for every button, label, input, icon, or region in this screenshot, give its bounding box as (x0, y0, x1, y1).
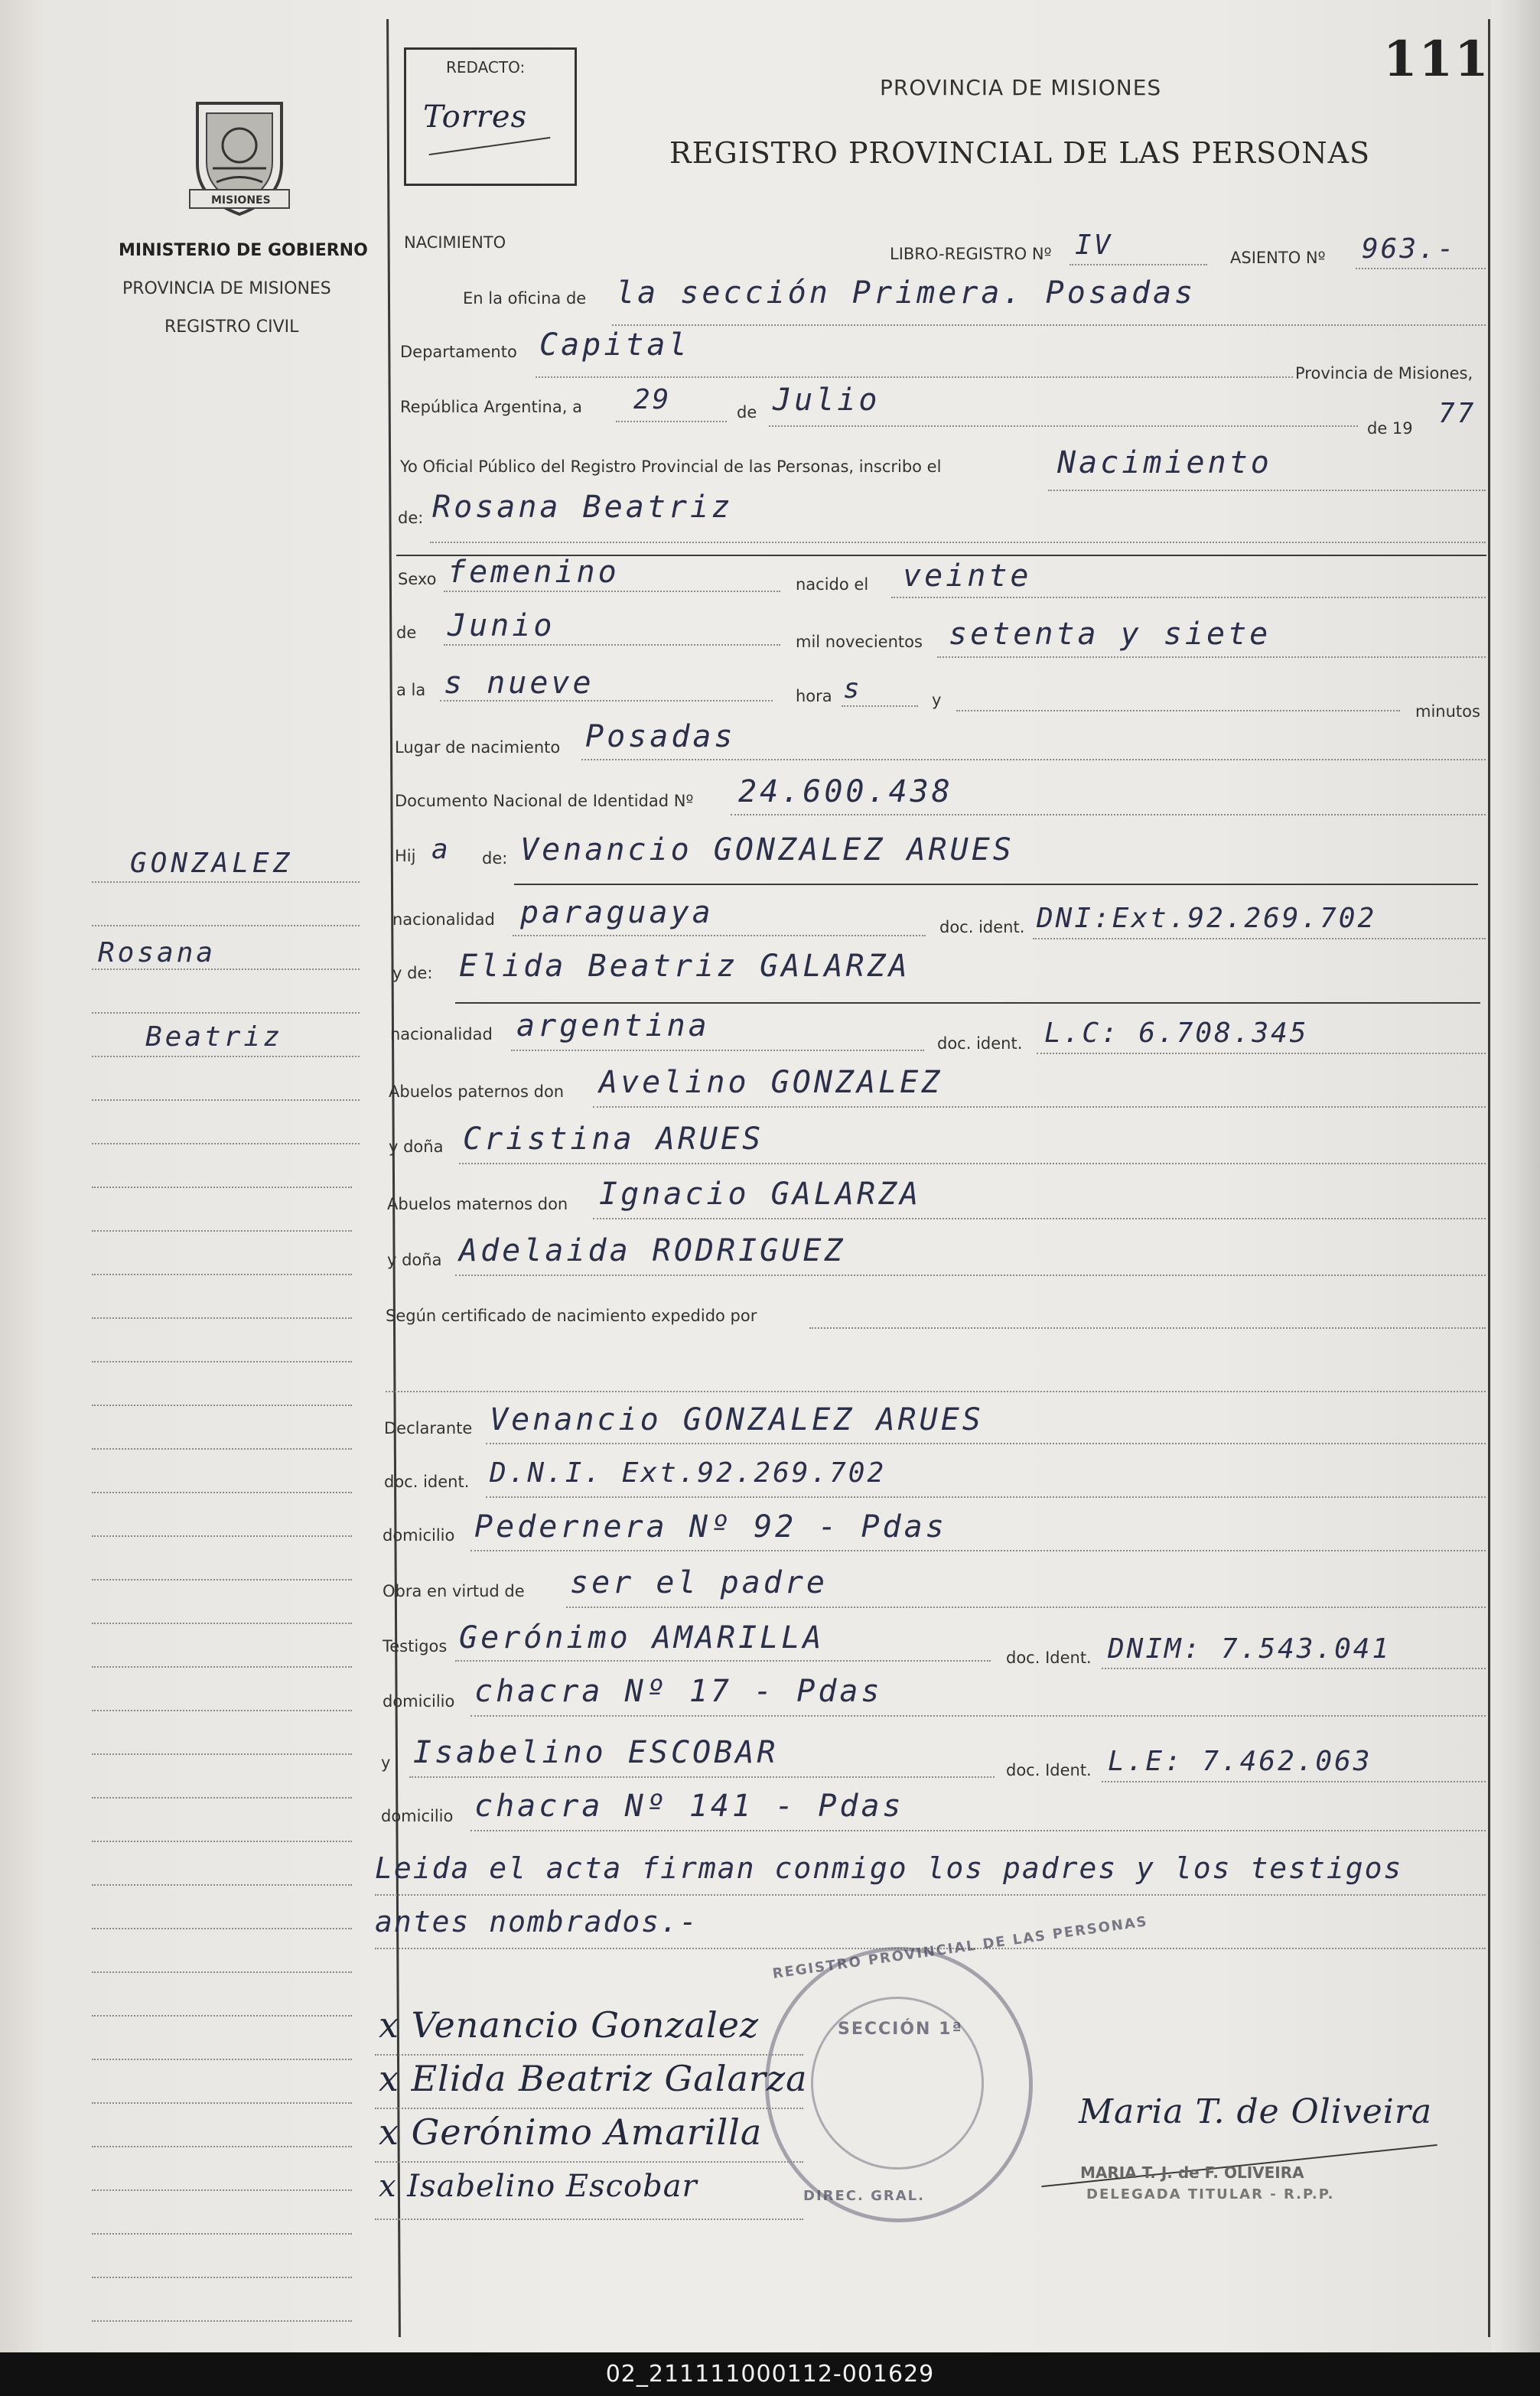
margin-dotted-rule (92, 1274, 352, 1275)
seal-center-text: SECCIÓN 1ª (838, 2020, 963, 2039)
lugar-dots (581, 759, 1486, 760)
ydona-label: y doña (389, 1138, 444, 1156)
nac-padre-dots (513, 935, 926, 936)
cierre-line2: antes nombrados.- (375, 1905, 698, 1939)
doc-padre-dots (1033, 938, 1486, 939)
doc-decl-value: D.N.I. Ext.92.269.702 (490, 1457, 887, 1489)
margin-dotted-rule (92, 1448, 352, 1450)
dom-t2-value: chacra Nº 141 - Pdas (474, 1789, 904, 1824)
anio-value: 77 (1438, 398, 1477, 429)
margin-dotted-rule (92, 1361, 352, 1362)
segun-label: Según certificado de nacimiento expedido por (386, 1307, 757, 1325)
dia-value: 29 (633, 384, 672, 415)
sig-dots-2 (375, 2108, 803, 2109)
doc-decl-dots (486, 1496, 1486, 1498)
declarante-label: Declarante (384, 1419, 473, 1437)
minutos-label: minutos (1415, 702, 1480, 721)
margin-dotted-rule (92, 1405, 352, 1406)
nac-madre-dots (511, 1050, 924, 1051)
margin-dotted-rule (92, 1143, 360, 1144)
margin-dotted-rule (92, 1579, 352, 1581)
mes-nac-dots (444, 644, 780, 646)
sexo-label: Sexo (398, 570, 437, 588)
seal-ring-text: REGISTRO PROVINCIAL DE LAS PERSONAS (771, 1913, 1149, 1982)
nacionalidad-label: nacionalidad (392, 910, 495, 929)
horas-dots (842, 705, 918, 707)
libro-label: LIBRO-REGISTRO Nº (890, 245, 1052, 263)
obra-dots (566, 1607, 1486, 1608)
oficial-label: Yo Oficial Público del Registro Provincial de las Personas, inscribo el (400, 457, 942, 476)
de2-label: de (396, 623, 417, 642)
hijo-label: Hij (395, 847, 416, 865)
hora-dots (440, 700, 773, 702)
margin-dotted-rule (92, 2146, 352, 2147)
dom-t1-value: chacra Nº 17 - Pdas (474, 1674, 883, 1709)
redacto-label: REDACTO: (446, 58, 526, 77)
abuelos-paternos-label: Abuelos paternos don (389, 1082, 565, 1101)
anio-nac-value: setenta y siete (949, 617, 1271, 652)
dni-label: Documento Nacional de Identidad Nº (395, 792, 694, 810)
nacido-value: veinte (903, 558, 1032, 594)
margin-dotted-rule (92, 1187, 352, 1188)
cierre-dots-1 (375, 1894, 1486, 1896)
oficina-dots (612, 324, 1486, 326)
margin-dotted-rule (92, 881, 360, 883)
testigo1-dots (455, 1660, 991, 1662)
hijo-suffix: a (431, 834, 451, 865)
nac-padre-value: paraguaya (520, 895, 714, 930)
margin-dotted-rule (92, 2102, 352, 2104)
testigo2-dots (409, 1776, 995, 1778)
libro-dots (1070, 264, 1207, 265)
margin-dotted-rule (92, 1841, 352, 1842)
mil-label: mil novecientos (796, 633, 923, 651)
sexo-dots (444, 591, 780, 592)
margin-dotted-rule (92, 1797, 352, 1799)
doc-t1-dots (1102, 1668, 1486, 1669)
signature-mother: x Elida Beatriz Galarza (379, 2058, 808, 2099)
republica-label: República Argentina, a (400, 398, 582, 416)
margin-dotted-rule (92, 1884, 352, 1886)
y-label: y (932, 691, 942, 709)
doc-t2-label: doc. Ident. (1006, 1761, 1092, 1779)
abuelo-paterno-value: Avelino GONZALEZ (599, 1065, 943, 1100)
page-number: 111 (1383, 31, 1490, 88)
doc-t1-label: doc. Ident. (1006, 1649, 1092, 1667)
margin-dotted-rule (92, 1710, 352, 1711)
de-label: de (737, 403, 757, 422)
doc-t2-dots (1102, 1781, 1486, 1782)
dia-dots (616, 421, 727, 422)
hijo-de-label: de: (482, 849, 508, 868)
yde-label: y de: (392, 964, 433, 982)
anio-nac-dots (937, 656, 1486, 658)
dom-t2-label: domicilio (381, 1807, 454, 1825)
doc-decl-label: doc. ident. (384, 1473, 470, 1491)
margin-dotted-rule (92, 2015, 352, 2017)
doc-madre-label: doc. ident. (937, 1034, 1023, 1053)
rule-madre (455, 1002, 1480, 1004)
signature-witness1: x Gerónimo Amarilla (379, 2111, 763, 2153)
inscribo-value: Nacimiento (1057, 445, 1272, 480)
ydona2-label: y doña (387, 1251, 442, 1269)
cierre-line1: Leida el acta firman conmigo los padres y los testigos (375, 1851, 1403, 1885)
segun-dots-2 (386, 1391, 1486, 1392)
asiento-dots (1356, 268, 1486, 269)
sig-dots-4 (375, 2219, 803, 2220)
asiento-label: ASIENTO Nº (1230, 249, 1326, 267)
mes-dots (769, 425, 1358, 427)
domicilio-value: Pedernera Nº 92 - Pdas (474, 1509, 947, 1545)
margin-dotted-rule (92, 1230, 352, 1232)
registry-title: REGISTRO PROVINCIAL DE LAS PERSONAS (669, 136, 1371, 170)
signature-witness2: x Isabelino Escobar (379, 2169, 698, 2204)
mes-nac-value: Junio (448, 608, 555, 643)
nacimiento-label: NACIMIENTO (404, 233, 506, 252)
nacionalidad2-label: nacionalidad (390, 1025, 493, 1043)
sig-dots-3 (375, 2161, 803, 2163)
oficina-label: En la oficina de (463, 289, 587, 308)
inscribo-dots (1048, 490, 1486, 491)
margin-dotted-rule (92, 2059, 352, 2060)
margin-nombre2: Beatriz (145, 1021, 283, 1053)
ministry-label: MINISTERIO DE GOBIERNO (119, 241, 368, 260)
abuela-m-dots (455, 1275, 1486, 1276)
abuela-paterna-value: Cristina ARUES (463, 1121, 764, 1157)
margin-apellido: GONZALEZ (130, 848, 294, 879)
domicilio-dots (470, 1550, 1486, 1551)
doc-t1-value: DNIM: 7.543.041 (1108, 1633, 1392, 1665)
province-heading: PROVINCIA DE MISIONES (880, 75, 1162, 100)
de19-label: de 19 (1367, 419, 1413, 438)
abuela-p-dots (459, 1163, 1486, 1164)
emblem-text: MISIONES (211, 194, 271, 207)
segun-dots (809, 1327, 1486, 1329)
departamento-value: Capital (539, 327, 690, 363)
declarante-dots (486, 1443, 1486, 1444)
doc-madre-dots (1037, 1053, 1486, 1054)
margin-dotted-rule (92, 1623, 352, 1624)
margin-dotted-rule (92, 2320, 352, 2322)
margin-dotted-rule (92, 1317, 352, 1319)
official-name: MARIA T. J. de F. OLIVEIRA (1080, 2163, 1304, 2182)
testigo2-value: Isabelino ESCOBAR (413, 1735, 779, 1770)
abuelo-materno-value: Ignacio GALARZA (599, 1177, 922, 1212)
mes-value: Julio (773, 383, 881, 418)
margin-dotted-rule (92, 2277, 352, 2278)
seal-bottom-text: DIREC. GRAL. (803, 2188, 925, 2204)
margin-dotted-rule (92, 1099, 360, 1101)
dom-t1-label: domicilio (383, 1692, 455, 1711)
dom-t2-dots (470, 1830, 1486, 1831)
civil-registry-label: REGISTRO CIVIL (164, 317, 299, 337)
abuela-materna-value: Adelaida RODRIGUEZ (459, 1233, 846, 1268)
minutos-dots (956, 710, 1400, 711)
abuelos-maternos-label: Abuelos maternos don (387, 1195, 568, 1213)
oficina-value: la sección Primera. Posadas (616, 275, 1197, 311)
margin-dotted-rule (92, 1753, 352, 1755)
padre-value: Venancio GONZALEZ ARUES (520, 832, 1014, 868)
margin-dotted-rule (92, 2233, 352, 2235)
page-edge (1492, 0, 1540, 2352)
rule-padre (514, 884, 1478, 885)
provincia-label: Provincia de Misiones, (1295, 364, 1473, 383)
testigo1-value: Gerónimo AMARILLA (459, 1620, 825, 1655)
signature-father: x Venancio Gonzalez (379, 2004, 760, 2046)
y2-label: y (381, 1753, 391, 1772)
signature-official: Maria T. de Oliveira (1079, 2092, 1433, 2131)
ala-label: a la (396, 681, 426, 699)
declarante-value: Venancio GONZALEZ ARUES (490, 1402, 984, 1437)
dom-t1-dots (470, 1715, 1486, 1717)
margin-dotted-rule (92, 1666, 352, 1668)
margin-nombre1: Rosana (98, 937, 217, 968)
obra-label: Obra en virtud de (383, 1582, 525, 1600)
departamento-label: Departamento (400, 343, 517, 361)
right-rule (1488, 19, 1490, 2337)
nombre-value: Rosana Beatriz (432, 490, 734, 525)
obra-value: ser el padre (570, 1565, 828, 1600)
sig-dots-1 (375, 2054, 803, 2056)
nac-madre-value: argentina (516, 1008, 710, 1043)
dni-dots (731, 814, 1486, 815)
libro-value: IV (1075, 230, 1113, 261)
dni-value: 24.600.438 (738, 774, 953, 809)
margin-dotted-rule (92, 1928, 352, 1929)
lugar-value: Posadas (585, 719, 736, 754)
abuelo-p-dots (593, 1106, 1486, 1108)
province-label: PROVINCIA DE MISIONES (122, 279, 331, 298)
testigos-label: Testigos (383, 1637, 448, 1655)
margin-dotted-rule (92, 2189, 352, 2191)
doc-padre-value: DNI:Ext.92.269.702 (1037, 903, 1377, 934)
nombre-dots (430, 542, 1486, 543)
horas-suffix: s (843, 673, 862, 705)
asiento-value: 963.- (1362, 233, 1457, 265)
nacido-label: nacido el (796, 575, 869, 594)
file-identifier: 02_211111000112-001629 (0, 2352, 1540, 2396)
margin-dotted-rule (92, 968, 360, 970)
margin-dotted-rule (92, 1056, 360, 1057)
nacido-dots (891, 597, 1486, 598)
horas-label: hora (796, 687, 832, 705)
lugar-label: Lugar de nacimiento (395, 738, 561, 757)
official-role: DELEGADA TITULAR - R.P.P. (1086, 2186, 1335, 2202)
redacto-signature: Torres (423, 99, 528, 135)
departamento-dots (536, 376, 1293, 378)
doc-madre-value: L.C: 6.708.345 (1044, 1017, 1309, 1049)
de-persona-label: de: (398, 509, 424, 527)
margin-dotted-rule (92, 925, 360, 926)
margin-dotted-rule (92, 1012, 360, 1014)
abuelo-m-dots (593, 1218, 1486, 1219)
hora-value: s nueve (444, 666, 594, 701)
domicilio-label: domicilio (383, 1526, 455, 1545)
doc-t2-value: L.E: 7.462.063 (1108, 1746, 1372, 1777)
sexo-value: femenino (448, 555, 620, 590)
doc-padre-label: doc. ident. (939, 918, 1025, 936)
margin-dotted-rule (92, 1535, 352, 1537)
margin-dotted-rule (92, 1971, 352, 1973)
madre-value: Elida Beatriz GALARZA (459, 949, 910, 984)
margin-dotted-rule (92, 1492, 352, 1493)
